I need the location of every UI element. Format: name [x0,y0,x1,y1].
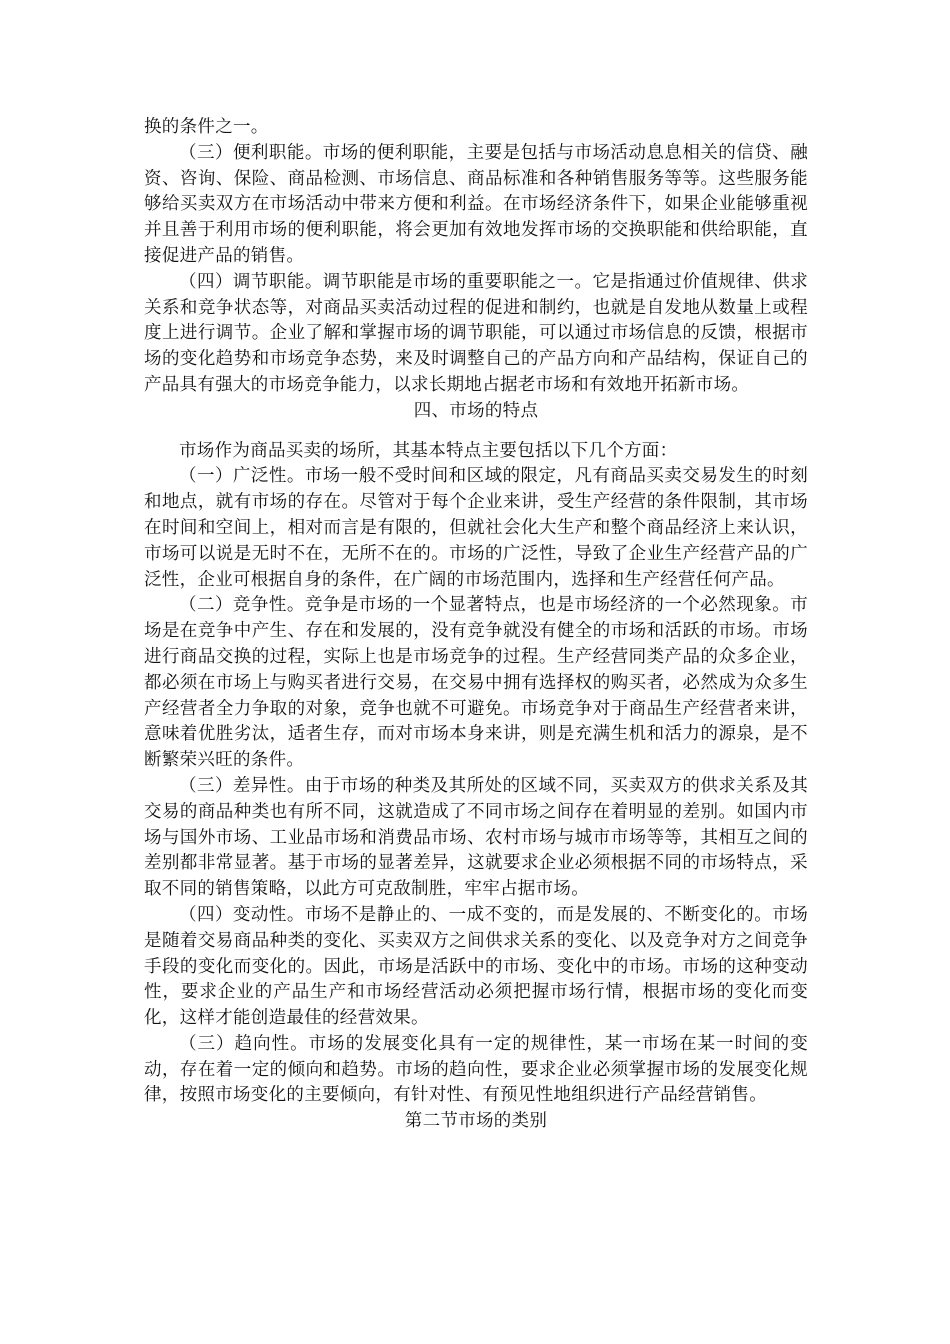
paragraph-continuation: 换的条件之一。 [144,117,269,137]
section-heading-market-features: 四、市场的特点 [413,400,539,421]
paragraph-competitiveness: （二）竞争性。竞争是市场的一个显著特点，也是市场经济的一个必然现象。市场是在竞争中产生、存在和发展的，没有竞争就没有健全的市场和活跃的市场。市场进行商品交换的过程，实际上也是市场竞争的过程。生产经营同类产品的众多企业，都必须在市场上与购买者进行交易，在交易中拥有选择权的购买者，必然成为众多生产经营者全力争取的对象，竞争也就不可避免。市场竞争对于商品生产经营者来讲，意味着优胜劣汰，适者生存，而对市场本身来讲，则是充满生机和活力的源泉，是不断繁荣兴旺的条件。 [144,595,808,771]
paragraph-regulation-function: （四）调节职能。调节职能是市场的重要职能之一。它是指通过价值规律、供求关系和竞争状态等，对商品买卖活动过程的促进和制约，也就是自发地从数量上或程度上进行调节。企业了解和掌握市场的调节职能，可以通过市场信息的反馈，根据市场的变化趋势和市场竞争态势，来及时调整自己的产品方向和产品结构，保证自己的产品具有强大的市场竞争能力，以求长期地占据老市场和有效地开拓新市场。 [144,271,808,395]
paragraph-breadth: （一）广泛性。市场一般不受时间和区域的限定，凡有商品买卖交易发生的时刻和地点，就有市场的存在。尽管对于每个企业来讲，受生产经营的条件限制，其市场在时间和空间上，相对而言是有限的，但就社会化大生产和整个商品经济上来认识，市场可以说是无时不在，无所不在的。市场的广泛性，导致了企业生产经营产品的广泛性，企业可根据自身的条件，在广阔的市场范围内，选择和生产经营任何产品。 [144,466,808,590]
section-heading-market-types: 第二节市场的类别 [404,1111,548,1132]
document-body [144,115,808,1135]
paragraph-tendency: （三）趋向性。市场的发展变化具有一定的规律性，某一市场在某一时间的变动，存在着一定的倾向和趋势。市场的趋向性，要求企业必须掌握市场的发展变化规律，按照市场变化的主要倾向，有针对性、有预见性地组织进行产品经营销售。 [144,1033,808,1106]
paragraph-difference: （三）差异性。由于市场的种类及其所处的区域不同，买卖双方的供求关系及其交易的商品种类也有所不同，这就造成了不同市场之间存在着明显的差别。如国内市场与国外市场、工业品市场和消费品市场、农村市场与城市市场等等，其相互之间的差别都非常显著。基于市场的显著差异，这就要求企业必须根据不同的市场特点，采取不同的销售策略，以此方可克敌制胜，牢牢占据市场。 [144,775,808,900]
paragraph-variability: （四）变动性。市场不是静止的、一成不变的，而是发展的、不断变化的。市场是随着交易商品种类的变化、买卖双方之间供求关系的变化、以及竞争对方之间竞争手段的变化而变化的。因此，市场是活跃中的市场、变化中的市场。市场的这种变动性，要求企业的产品生产和市场经营活动必须把握市场行情，根据市场的变化而变化，这样才能创造最佳的经营效果。 [144,904,808,1029]
paragraph-features-intro: 市场作为商品买卖的场所，其基本特点主要包括以下几个方面： [179,440,678,461]
paragraph-convenience-function: （三）便利职能。市场的便利职能，主要是包括与市场活动息息相关的信贷、融资、咨询、保险、商品检测、市场信息、商品标准和各种销售服务等等。这些服务能够给买卖双方在市场活动中带来方便和利益。在市场经济条件下，如果企业能够重视并且善于利用市场的便利职能，将会更加有效地发挥市场的交换职能和供给职能，直接促进产品的销售。 [144,142,808,266]
